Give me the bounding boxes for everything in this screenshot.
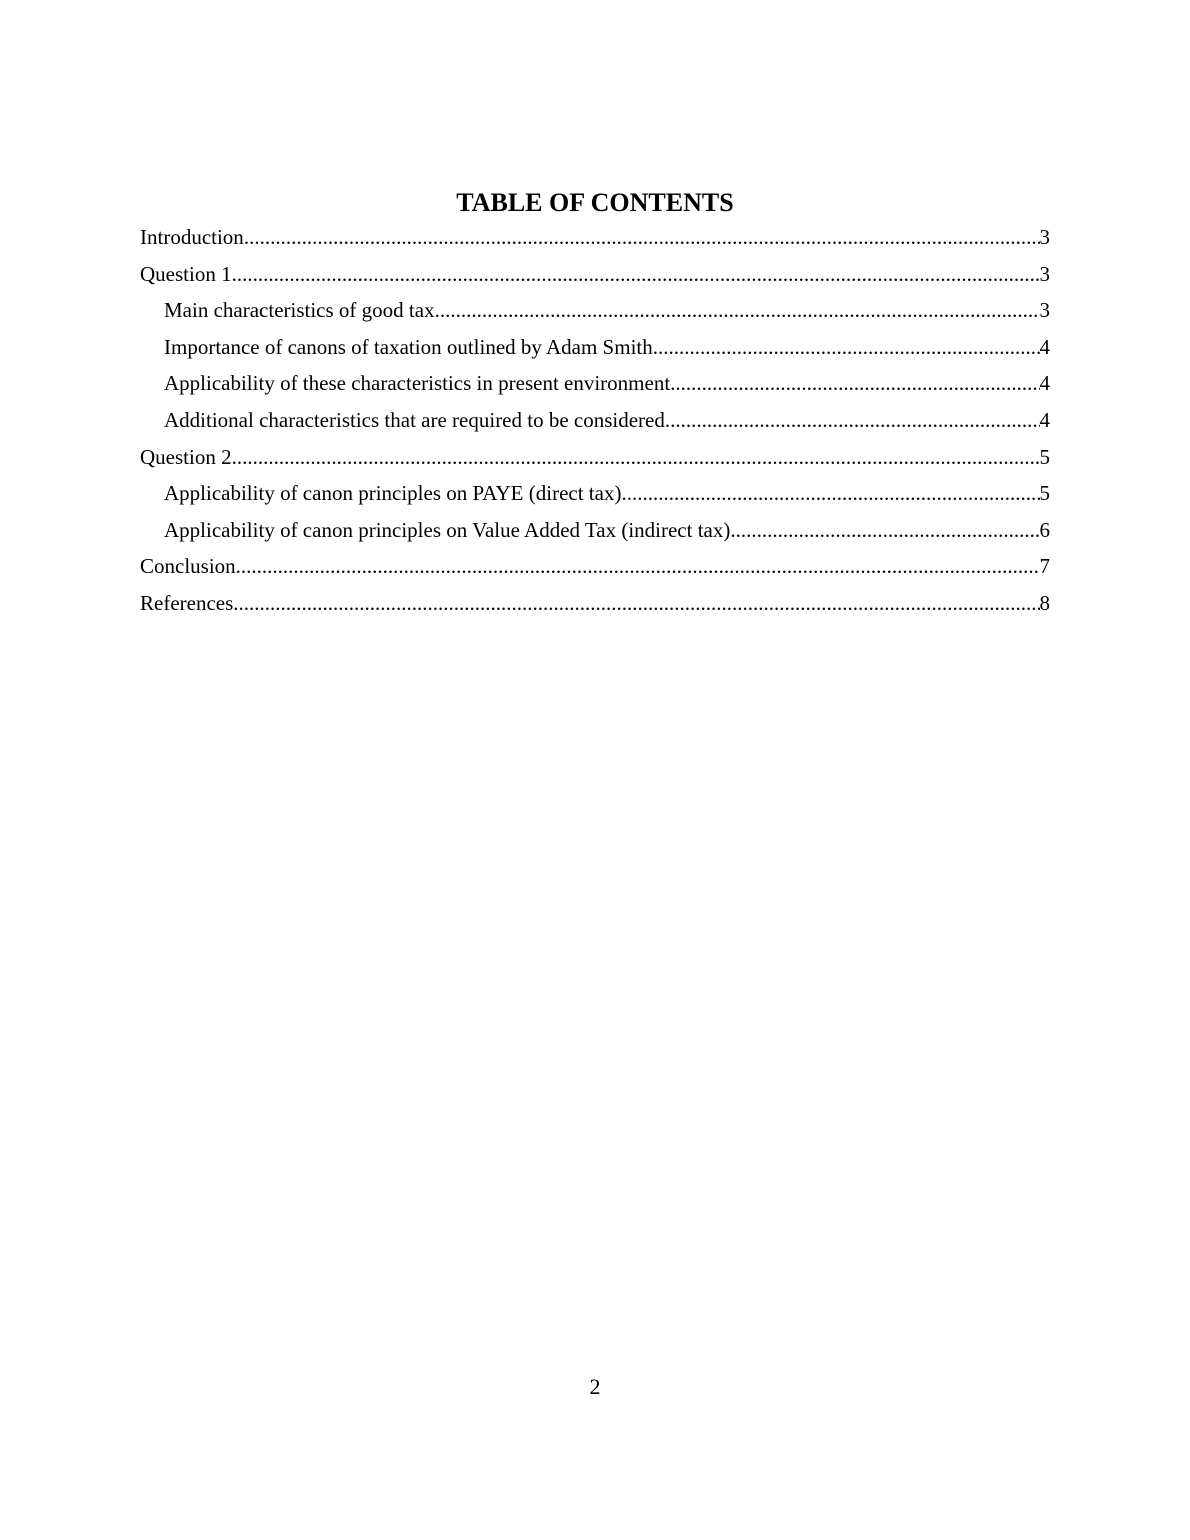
toc-entry-page: 5 bbox=[1039, 444, 1050, 469]
toc-entry-page: 7 bbox=[1039, 554, 1050, 579]
toc-entry-page: 6 bbox=[1039, 517, 1050, 542]
toc-dot-leader bbox=[670, 365, 1039, 402]
toc-entry-label: Additional characteristics that are required to be considered bbox=[164, 407, 665, 432]
toc-dot-leader bbox=[232, 256, 1040, 293]
toc-entry-label: Applicability of these characteristics in present environment bbox=[164, 371, 671, 396]
toc-entry-page: 3 bbox=[1039, 298, 1050, 323]
toc-entry-page: 8 bbox=[1039, 590, 1050, 615]
toc-entry-conclusion[interactable] bbox=[140, 548, 1050, 585]
toc-entry-label: Question 1 bbox=[140, 261, 232, 286]
toc-dot-leader bbox=[730, 512, 1039, 549]
toc-entry-label: Importance of canons of taxation outlined by Adam Smith bbox=[164, 334, 653, 359]
toc-entry-label: Applicability of canon principles on PAYE (direct tax) bbox=[164, 481, 622, 506]
toc-title: TABLE OF CONTENTS bbox=[456, 188, 734, 217]
toc-dot-leader bbox=[236, 548, 1040, 585]
toc-dot-leader bbox=[233, 585, 1039, 622]
toc-entry-page: 4 bbox=[1039, 334, 1050, 359]
toc-entry-page: 3 bbox=[1039, 225, 1050, 249]
toc-entry-introduction[interactable] bbox=[140, 219, 1050, 256]
toc-entry-page: 5 bbox=[1039, 481, 1050, 506]
toc-entry-page: 4 bbox=[1039, 407, 1050, 432]
toc-dot-leader bbox=[665, 402, 1040, 439]
toc-entry-label: Applicability of canon principles on Value Added Tax (indirect tax) bbox=[164, 517, 731, 542]
toc-dot-leader bbox=[232, 439, 1040, 476]
toc-dot-leader bbox=[653, 329, 1040, 366]
toc-entry-main-characteristics[interactable] bbox=[140, 292, 1050, 329]
toc-entry-page: 3 bbox=[1039, 261, 1050, 286]
toc-entry-importance-of-canons[interactable] bbox=[140, 329, 1050, 366]
toc-entry-label: References bbox=[140, 590, 234, 615]
toc-dot-leader bbox=[244, 219, 1040, 256]
toc-entry-question-1[interactable] bbox=[140, 256, 1050, 293]
toc-dot-leader bbox=[621, 475, 1039, 512]
toc-dot-leader bbox=[435, 292, 1040, 329]
toc-entry-paye[interactable] bbox=[140, 475, 1050, 512]
toc-entry-applicability-present[interactable] bbox=[140, 365, 1050, 402]
toc-entry-label: Introduction bbox=[140, 225, 244, 249]
toc-entry-label: Conclusion bbox=[140, 554, 236, 579]
toc-entry-label: Main characteristics of good tax bbox=[164, 298, 435, 323]
toc-entry-references[interactable] bbox=[140, 585, 1050, 622]
toc-entry-page: 4 bbox=[1039, 371, 1050, 396]
toc-entry-question-2[interactable] bbox=[140, 439, 1050, 476]
page-number: 2 bbox=[589, 1374, 601, 1399]
toc-list bbox=[140, 219, 1050, 622]
toc-entry-vat[interactable] bbox=[140, 512, 1050, 549]
toc-entry-label: Question 2 bbox=[140, 444, 232, 469]
toc-entry-additional-characteristics[interactable] bbox=[140, 402, 1050, 439]
